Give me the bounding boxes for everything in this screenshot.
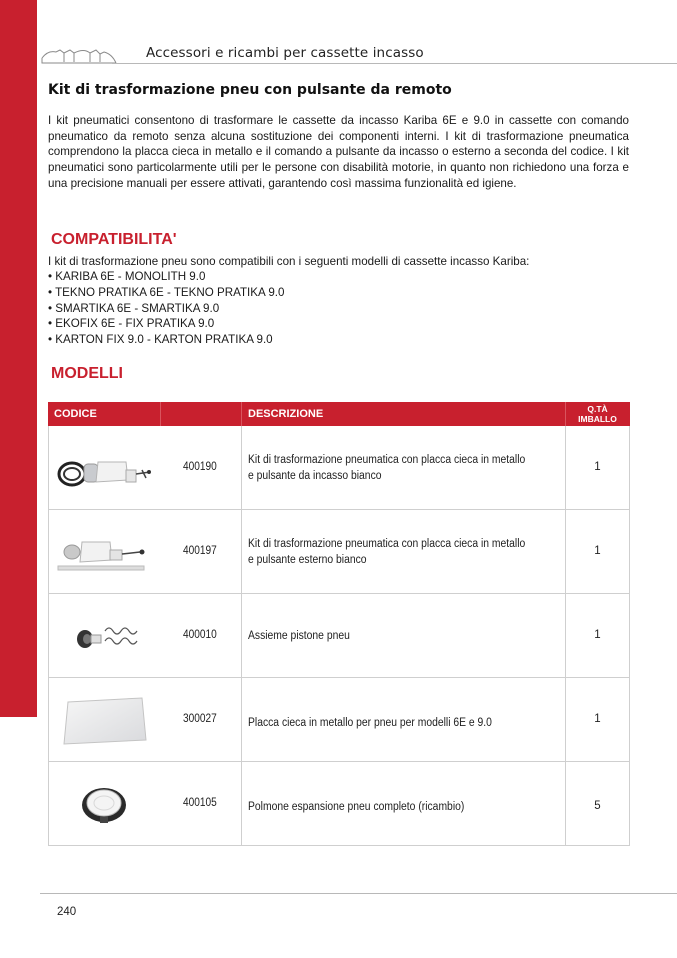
page-title: Kit di trasformazione pneu con pulsante da remoto [48,82,452,98]
product-description: Kit di trasformazione pneumatica con placca cieca in metallo e pulsante esterno bianco [248,538,526,566]
row-border [241,678,242,761]
list-item: • TEKNO PRATIKA 6E - TEKNO PRATIKA 9.0 [48,285,285,299]
header-divider [112,63,677,64]
col-description-header: DESCRIZIONE [248,408,324,420]
row-border [241,594,242,677]
product-description: Kit di trasformazione pneumatica con placca cieca in metallo e pulsante da incasso bianco [248,454,526,482]
header-decoration-icon [40,44,118,66]
product-description: Assieme pistone pneu [248,630,350,642]
row-border [241,510,242,593]
product-qty: 1 [594,545,601,557]
product-code: 400190 [183,461,217,473]
product-qty: 1 [594,629,601,641]
product-code: 400105 [183,797,217,809]
compat-list [48,269,284,348]
bellows-image [48,762,160,845]
table-row [48,594,630,678]
row-border [241,426,242,509]
table-row [48,510,630,594]
product-code: 400197 [183,545,217,557]
compat-intro: I kit di trasformazione pneu sono compatibili con i seguenti modelli di cassette incasso Kariba: [48,255,530,268]
col-qty-line2: IMBALLO [578,414,617,424]
row-border [241,762,242,845]
product-description: Placca cieca in metallo per pneu per modelli 6E e 9.0 [248,717,492,729]
header-title: Accessori e ricambi per cassette incasso [146,45,424,61]
product-description: Polmone espansione pneu completo (ricambio) [248,801,465,813]
header-separator [241,402,242,426]
table-row [48,678,630,762]
list-item: • EKOFIX 6E - FIX PRATIKA 9.0 [48,317,215,331]
pneumatic-kit-flush-button-image [48,426,160,509]
col-code-header: CODICE [54,408,97,420]
intro-paragraph: I kit pneumatici consentono di trasformare le cassette da incasso Kariba 6E e 9.0 in cassette con comando pneumatico da remoto senza alcuna sostituzione dei componenti interni. I kit di trasformazione pneumatica comprendono la placca cieca in metallo e il comando a pulsante da incasso o esterno a seconda del codice. I kit pneumatici sono particolarmente utili per le persone con disabilità motorie, in quanto non richiedono una forza e una precisione manuali per essere attivati, garantendo così massima funzionalità ed igiene. [48,114,629,190]
table-header [48,402,630,426]
footer-divider [40,893,677,894]
side-accent-bar [0,0,37,717]
header-separator [160,402,161,426]
page-number: 240 [57,906,77,918]
table-row [48,762,630,846]
list-item: • KARTON FIX 9.0 - KARTON PRATIKA 9.0 [48,333,273,347]
piston-assembly-image [48,594,160,677]
compat-heading: COMPATIBILITA' [51,231,177,248]
list-item: • KARIBA 6E - MONOLITH 9.0 [48,270,206,283]
blank-plate-image [48,678,160,761]
list-item: • SMARTIKA 6E - SMARTIKA 9.0 [48,301,220,315]
col-qty-line1: Q.TÀ [587,404,608,414]
pneumatic-kit-external-button-image [48,510,160,593]
product-qty: 1 [594,713,601,725]
product-code: 400010 [183,629,217,641]
product-code: 300027 [183,713,217,725]
models-table [48,402,630,846]
col-qty-header [565,402,630,426]
models-heading: MODELLI [51,365,123,382]
product-qty: 5 [594,800,601,812]
product-qty: 1 [594,461,601,473]
table-row [48,426,630,510]
